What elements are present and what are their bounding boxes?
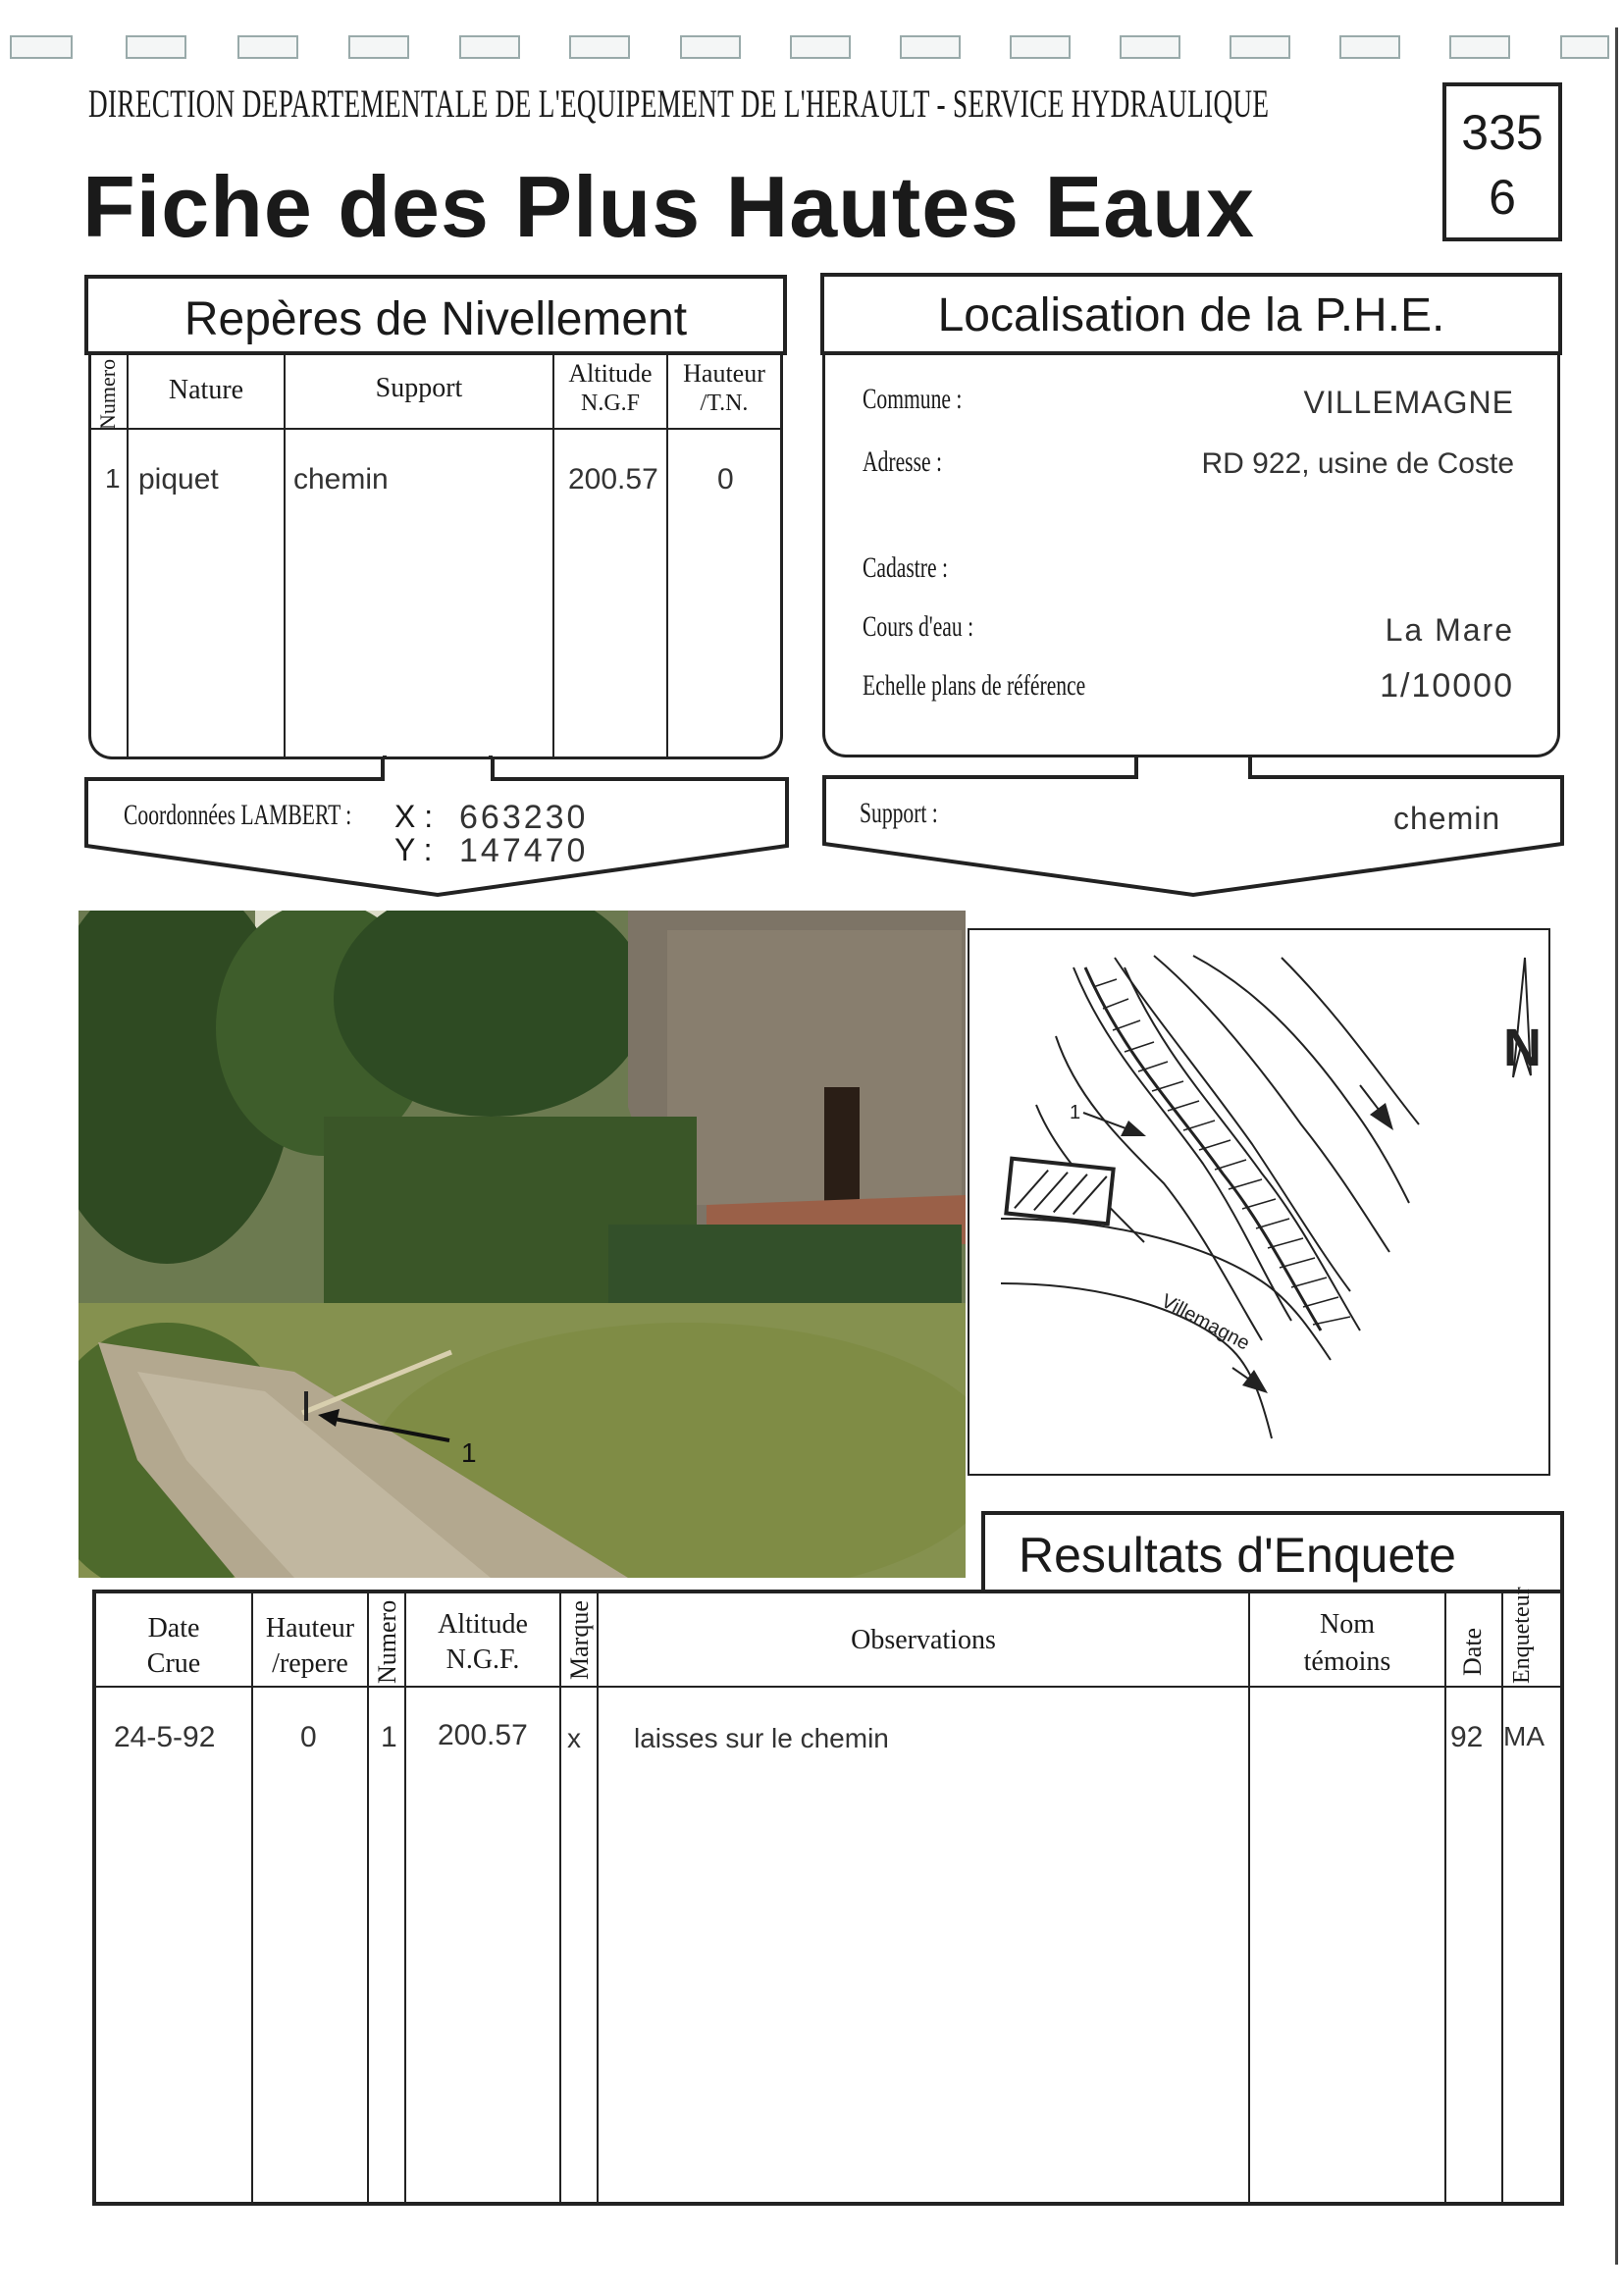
resultats-row-hauteur: 0 — [300, 1721, 317, 1753]
resultats-col-date-crue-line2: Crue — [146, 1648, 201, 1679]
lambert-y-label: Y : — [394, 832, 433, 867]
reperes-col-numero: Numero — [95, 358, 120, 430]
localisation-title-box — [820, 273, 1562, 355]
resultats-col-nom-line2: témoins — [1303, 1646, 1391, 1677]
commune-label: Commune : — [863, 383, 963, 415]
echelle-value: 1/10000 — [1380, 667, 1514, 704]
map-north-label: N — [1503, 1018, 1542, 1077]
resultats-col-nom-line1: Nom — [1320, 1609, 1375, 1640]
echelle-label: Echelle plans de référence — [863, 669, 1086, 702]
reperes-col-support: Support — [375, 373, 463, 403]
resultats-row-date-crue: 24-5-92 — [114, 1721, 216, 1753]
resultats-col-hauteur-line1: Hauteur — [265, 1613, 355, 1644]
photo-marker-label: 1 — [461, 1437, 477, 1468]
adresse-value: RD 922, usine de Coste — [1201, 447, 1514, 480]
reperes-col-altitude-line2: N.G.F — [580, 391, 640, 416]
department-heading: DIRECTION DEPARTEMENTALE DE L'EQUIPEMENT DE L'HERAULT - SERVICE HYDRAULIQUE — [88, 81, 1270, 126]
resultats-table — [92, 1587, 1564, 2206]
resultats-col-date: Date — [1458, 1627, 1487, 1676]
sheet-number-box — [1442, 82, 1562, 241]
reperes-title: Repères de Nivellement — [183, 293, 688, 345]
sheet-number-top: 335 — [1461, 105, 1544, 160]
reperes-col-nature: Nature — [168, 375, 244, 405]
adresse-label: Adresse : — [863, 445, 942, 478]
location-map — [968, 928, 1550, 1476]
resultats-col-hauteur-line2: /repere — [272, 1648, 348, 1679]
cours-eau-label: Cours d'eau : — [863, 610, 974, 643]
reperes-row-numero: 1 — [105, 463, 121, 494]
coordinates-label: Coordonnées LAMBERT : — [124, 799, 352, 831]
resultats-col-marque: Marque — [565, 1600, 594, 1680]
resultats-title: Resultats d'Enquete — [1019, 1528, 1456, 1583]
resultats-row-date: 92 — [1450, 1721, 1484, 1753]
page-title: Fiche des Plus Hautes Eaux — [82, 158, 1255, 255]
reperes-row-hauteur: 0 — [717, 463, 734, 496]
commune-value: VILLEMAGNE — [1303, 385, 1514, 420]
reperes-row-nature: piquet — [138, 463, 219, 496]
resultats-col-altitude-line1: Altitude — [438, 1609, 528, 1640]
resultats-col-enqueteur: Enqueteur — [1509, 1587, 1535, 1684]
resultats-col-altitude-line2: N.G.F. — [445, 1644, 520, 1675]
lambert-y-value: 147470 — [459, 832, 589, 869]
cours-eau-value: La Mare — [1385, 612, 1514, 648]
support-value: chemin — [1393, 801, 1501, 836]
lambert-x-value: 663230 — [459, 799, 589, 836]
reperes-col-hauteur-line2: /T.N. — [700, 391, 749, 416]
map-marker-label: 1 — [1070, 1102, 1081, 1123]
reperes-table — [88, 353, 783, 759]
reperes-row-support: chemin — [293, 463, 389, 496]
resultats-row-observations: laisses sur le chemin — [634, 1723, 889, 1753]
resultats-col-date-crue-line1: Date — [147, 1613, 200, 1644]
map-road-label: Villemagne — [1157, 1289, 1254, 1355]
page-edge — [1615, 27, 1618, 2265]
resultats-col-numero: Numero — [373, 1599, 401, 1684]
reperes-col-altitude-line1: Altitude — [568, 359, 653, 388]
resultats-row-enqueteur: MA — [1503, 1721, 1544, 1751]
reperes-row-altitude: 200.57 — [568, 463, 658, 496]
localisation-panel — [822, 353, 1560, 757]
resultats-title-box — [981, 1511, 1564, 1592]
resultats-row-altitude: 200.57 — [438, 1719, 528, 1751]
resultats-row-numero: 1 — [381, 1721, 397, 1753]
resultats-col-observations: Observations — [851, 1625, 996, 1655]
support-label: Support : — [860, 797, 938, 829]
localisation-title: Localisation de la P.H.E. — [937, 289, 1445, 341]
reperes-col-hauteur-line1: Hauteur — [683, 359, 765, 388]
resultats-row-marque: x — [567, 1723, 581, 1753]
lambert-x-label: X : — [394, 799, 434, 834]
site-photo — [79, 911, 966, 1578]
cadastre-label: Cadastre : — [863, 551, 948, 584]
sheet-number-bottom: 6 — [1489, 170, 1516, 225]
reperes-title-box — [84, 275, 787, 355]
